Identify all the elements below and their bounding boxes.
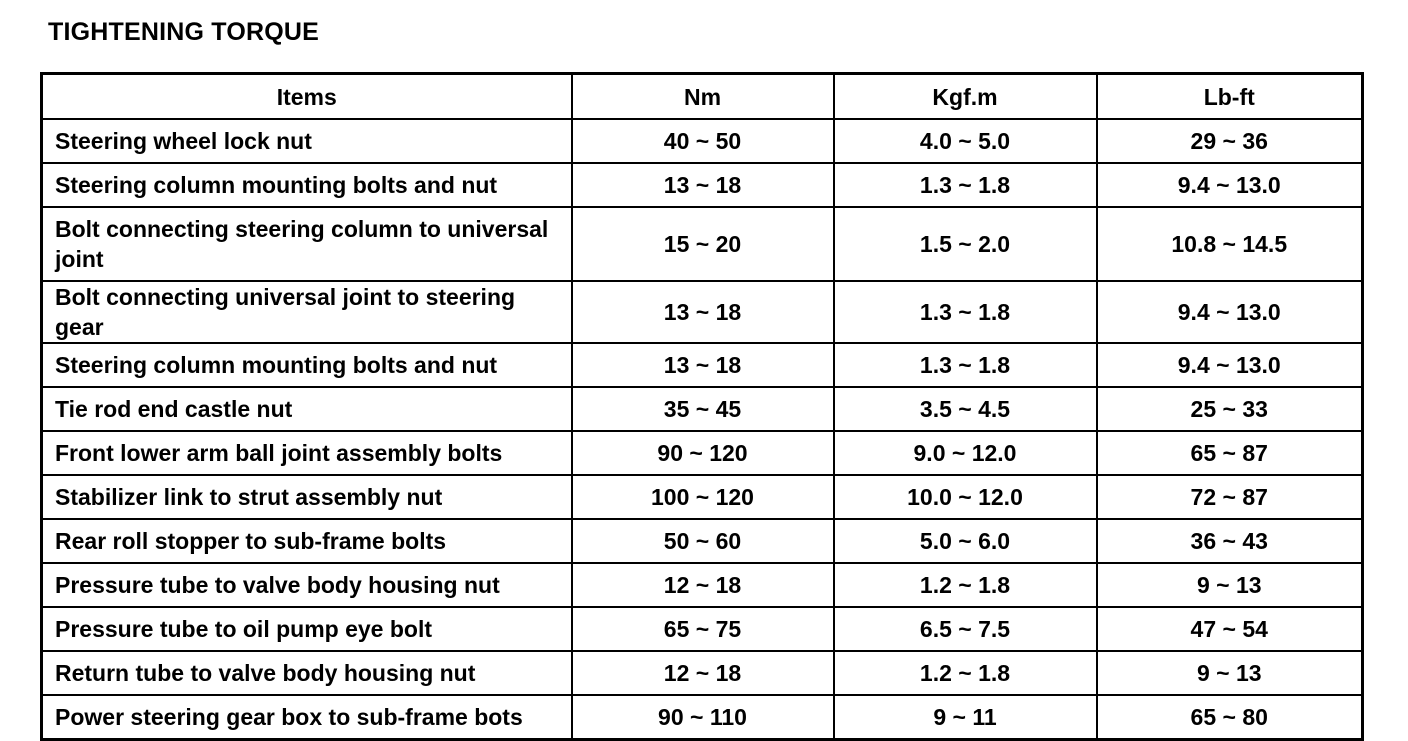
table-header-row [42, 74, 1363, 120]
cell-kgfm: 1.3 ~ 1.8 [834, 163, 1097, 207]
cell-item: Steering column mounting bolts and nut [42, 163, 572, 207]
cell-item: Tie rod end castle nut [42, 387, 572, 431]
cell-nm: 50 ~ 60 [572, 519, 834, 563]
cell-lbft: 25 ~ 33 [1097, 387, 1363, 431]
cell-kgfm: 1.5 ~ 2.0 [834, 207, 1097, 281]
cell-item: Stabilizer link to strut assembly nut [42, 475, 572, 519]
cell-kgfm: 6.5 ~ 7.5 [834, 607, 1097, 651]
cell-lbft: 9 ~ 13 [1097, 563, 1363, 607]
cell-nm: 90 ~ 110 [572, 695, 834, 740]
table-row [42, 387, 1363, 431]
table-row [42, 281, 1363, 343]
cell-lbft: 36 ~ 43 [1097, 519, 1363, 563]
cell-item: Front lower arm ball joint assembly bolts [42, 431, 572, 475]
table-row [42, 207, 1363, 281]
cell-lbft: 72 ~ 87 [1097, 475, 1363, 519]
table-row [42, 119, 1363, 163]
table-row [42, 431, 1363, 475]
column-header-items: Items [42, 74, 572, 120]
cell-kgfm: 10.0 ~ 12.0 [834, 475, 1097, 519]
cell-kgfm: 1.3 ~ 1.8 [834, 281, 1097, 343]
cell-kgfm: 4.0 ~ 5.0 [834, 119, 1097, 163]
cell-kgfm: 9 ~ 11 [834, 695, 1097, 740]
cell-kgfm: 1.3 ~ 1.8 [834, 343, 1097, 387]
cell-lbft: 10.8 ~ 14.5 [1097, 207, 1363, 281]
cell-lbft: 29 ~ 36 [1097, 119, 1363, 163]
page-title: TIGHTENING TORQUE [48, 18, 320, 46]
cell-item: Steering column mounting bolts and nut [42, 343, 572, 387]
column-header-nm: Nm [572, 74, 834, 120]
cell-item: Rear roll stopper to sub-frame bolts [42, 519, 572, 563]
table-row [42, 695, 1363, 740]
table-row [42, 563, 1363, 607]
cell-item: Power steering gear box to sub-frame bots [42, 695, 572, 740]
table-row [42, 651, 1363, 695]
cell-nm: 90 ~ 120 [572, 431, 834, 475]
cell-item: Bolt connecting steering column to universal joint [42, 207, 572, 281]
cell-kgfm: 9.0 ~ 12.0 [834, 431, 1097, 475]
table-row [42, 163, 1363, 207]
cell-lbft: 47 ~ 54 [1097, 607, 1363, 651]
cell-nm: 35 ~ 45 [572, 387, 834, 431]
cell-item: Pressure tube to valve body housing nut [42, 563, 572, 607]
cell-kgfm: 5.0 ~ 6.0 [834, 519, 1097, 563]
cell-lbft: 9.4 ~ 13.0 [1097, 163, 1363, 207]
cell-item: Bolt connecting universal joint to steering gear [42, 281, 572, 343]
cell-lbft: 9.4 ~ 13.0 [1097, 281, 1363, 343]
torque-table [40, 72, 1364, 741]
cell-item: Return tube to valve body housing nut [42, 651, 572, 695]
cell-nm: 13 ~ 18 [572, 163, 834, 207]
cell-nm: 12 ~ 18 [572, 651, 834, 695]
cell-lbft: 65 ~ 87 [1097, 431, 1363, 475]
cell-nm: 100 ~ 120 [572, 475, 834, 519]
cell-nm: 12 ~ 18 [572, 563, 834, 607]
cell-lbft: 65 ~ 80 [1097, 695, 1363, 740]
column-header-kgfm: Kgf.m [834, 74, 1097, 120]
cell-lbft: 9.4 ~ 13.0 [1097, 343, 1363, 387]
table-row [42, 519, 1363, 563]
table-row [42, 607, 1363, 651]
cell-nm: 40 ~ 50 [572, 119, 834, 163]
cell-kgfm: 1.2 ~ 1.8 [834, 563, 1097, 607]
cell-nm: 13 ~ 18 [572, 281, 834, 343]
cell-nm: 13 ~ 18 [572, 343, 834, 387]
cell-kgfm: 1.2 ~ 1.8 [834, 651, 1097, 695]
cell-nm: 15 ~ 20 [572, 207, 834, 281]
cell-item: Steering wheel lock nut [42, 119, 572, 163]
cell-lbft: 9 ~ 13 [1097, 651, 1363, 695]
table-row [42, 475, 1363, 519]
cell-kgfm: 3.5 ~ 4.5 [834, 387, 1097, 431]
table-row [42, 343, 1363, 387]
cell-nm: 65 ~ 75 [572, 607, 834, 651]
cell-item: Pressure tube to oil pump eye bolt [42, 607, 572, 651]
column-header-lbft: Lb-ft [1097, 74, 1363, 120]
